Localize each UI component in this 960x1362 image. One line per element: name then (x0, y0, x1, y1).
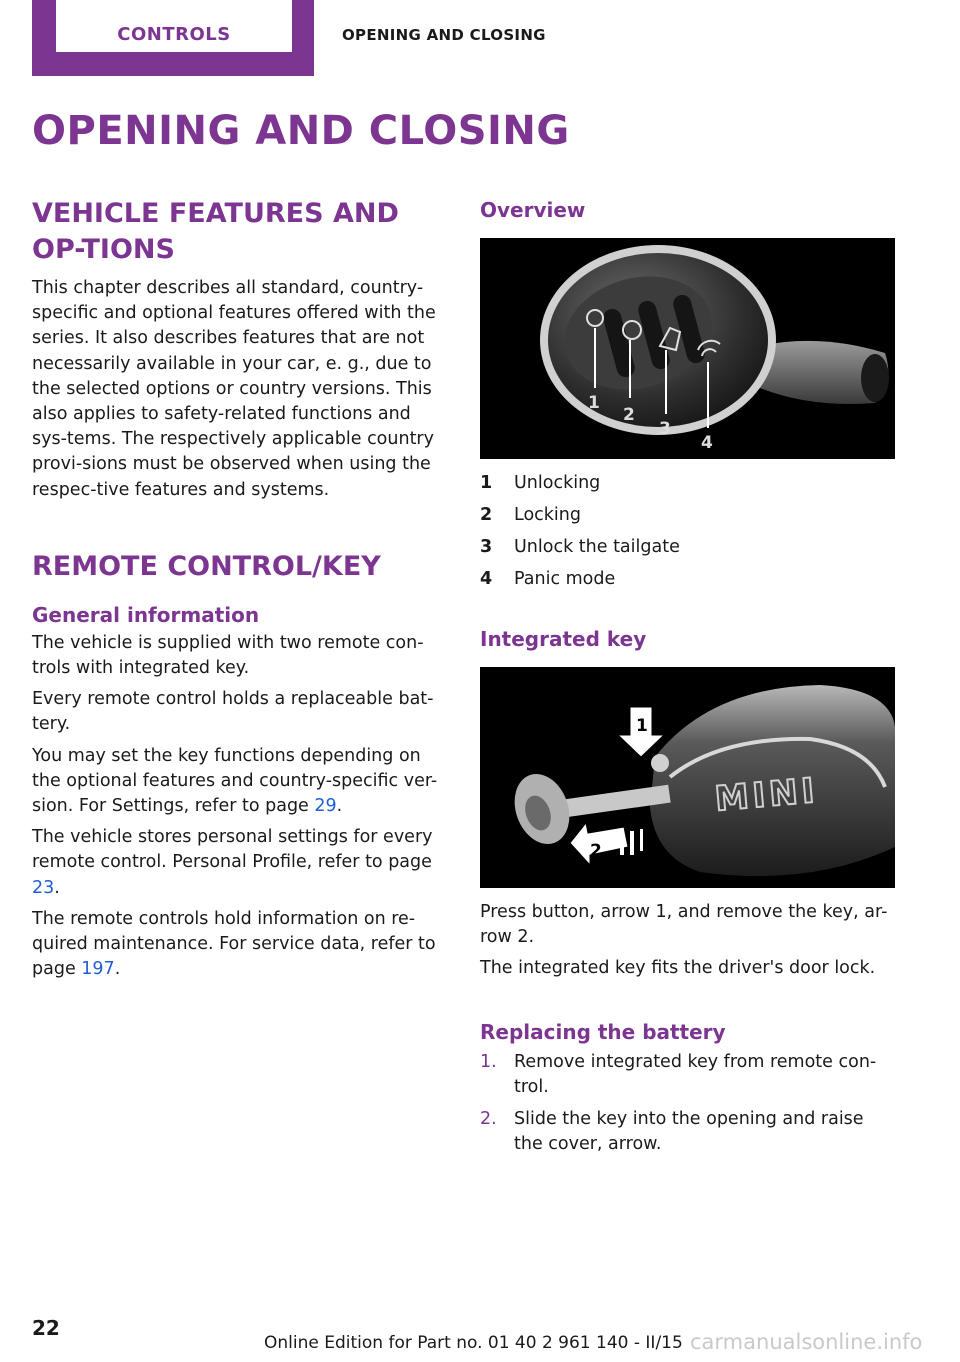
integrated-key-door-lock: The integrated key fits the driver's door lock. (480, 958, 876, 979)
arrow-label-1: 1 (636, 716, 648, 736)
remote-control-illustration (480, 238, 895, 459)
key-functions-text: You may set the key functions depending on the optional features and country-specific ver-sion. For Settings, refer to page (32, 745, 438, 817)
step-text: Slide the key into the opening and raise the cover, arrow. (514, 1109, 864, 1155)
right-column (480, 196, 896, 1164)
maintenance-text: The remote controls hold information on re-quired maintenance. For service data, refer to page (32, 908, 436, 980)
key-ring-hole-shape (861, 354, 889, 402)
legend-text: Unlock the tailgate (514, 537, 680, 557)
maintenance-end: . (114, 959, 121, 980)
overview-heading: Overview (480, 198, 586, 222)
legend-number: 1 (480, 473, 493, 493)
vehicle-features-text: This chapter describes all standard, country-specific and optional features offered with the series. It also describes features that are not necessarily available in your car, e. g., due to the selected options or country versions. This also applies to safety-related functions and sys-tems. The respectively applicable country provi-sions must be observed when using the respec-tive features and systems. (32, 278, 436, 500)
general-information-heading: General information (32, 602, 260, 627)
legend-number: 2 (480, 505, 493, 525)
brand-lettering: MINI (713, 770, 820, 820)
breadcrumb: OPENING AND CLOSING (342, 26, 546, 44)
paragraph-maintenance (32, 907, 448, 983)
vehicle-features-heading: VEHICLE FEATURES AND OP-TIONS (32, 198, 399, 265)
key-functions-end: . (336, 796, 343, 817)
remote-control-figure (480, 238, 895, 459)
personal-profile-end: . (54, 877, 60, 898)
paragraph-personal-profile (32, 825, 448, 901)
step-text: Remove integrated key from remote con-trol. (514, 1051, 877, 1097)
settings-page-link[interactable]: 29 (314, 796, 337, 817)
release-button-shape (651, 754, 669, 772)
section-tab[interactable] (32, 0, 314, 76)
page-title: OPENING AND CLOSING (32, 108, 570, 154)
legend-text: Unlocking (514, 473, 601, 493)
callout-label-2: 2 (623, 405, 635, 425)
legend-number: 3 (480, 537, 493, 557)
paragraph-battery: Every remote control holds a replaceable bat-tery. (32, 689, 434, 735)
replacing-battery-heading: Replacing the battery (480, 1019, 726, 1044)
watermark: carmanualsonline.info (690, 1330, 923, 1354)
motion-line-1 (620, 831, 624, 855)
motion-line-2 (630, 831, 634, 855)
legend-item (480, 563, 896, 595)
paragraph-key-functions (32, 744, 448, 820)
remote-control-heading: REMOTE CONTROL/KEY (32, 550, 381, 582)
section-tab-label: CONTROLS (56, 0, 292, 52)
legend-number: 4 (480, 569, 493, 589)
step-number: 1. (480, 1051, 497, 1072)
legend-text: Locking (514, 505, 581, 525)
battery-steps (480, 1050, 896, 1158)
integrated-key-instruction: Press button, arrow 1, and remove the key, ar-row 2. (480, 902, 888, 948)
legend-item (480, 499, 896, 531)
step-item (480, 1050, 896, 1100)
callout-label-4: 4 (701, 433, 713, 453)
edition-note: Online Edition for Part no. 01 40 2 961 140 - II/15 (264, 1333, 683, 1353)
motion-line-3 (640, 829, 643, 851)
step-number: 2. (480, 1109, 497, 1130)
callout-label-3: 3 (659, 419, 671, 439)
legend-item (480, 467, 896, 499)
button-legend (480, 467, 896, 595)
integrated-key-figure (480, 667, 895, 888)
service-data-page-link[interactable]: 197 (81, 959, 115, 980)
arrow-label-2: 2 (590, 841, 602, 861)
integrated-key-heading: Integrated key (480, 627, 647, 651)
left-column (32, 196, 448, 982)
personal-profile-page-link[interactable]: 23 (32, 877, 55, 898)
callout-label-1: 1 (588, 393, 600, 413)
page-number: 22 (32, 1316, 60, 1340)
legend-text: Panic mode (514, 569, 616, 589)
integrated-key-illustration (480, 667, 895, 888)
paragraph-remote-supplied: The vehicle is supplied with two remote con-trols with integrated key. (32, 632, 424, 679)
step-item (480, 1107, 896, 1157)
personal-profile-text: The vehicle stores personal settings for every remote control. Personal Profile, refer to page (32, 827, 433, 873)
legend-item (480, 531, 896, 563)
